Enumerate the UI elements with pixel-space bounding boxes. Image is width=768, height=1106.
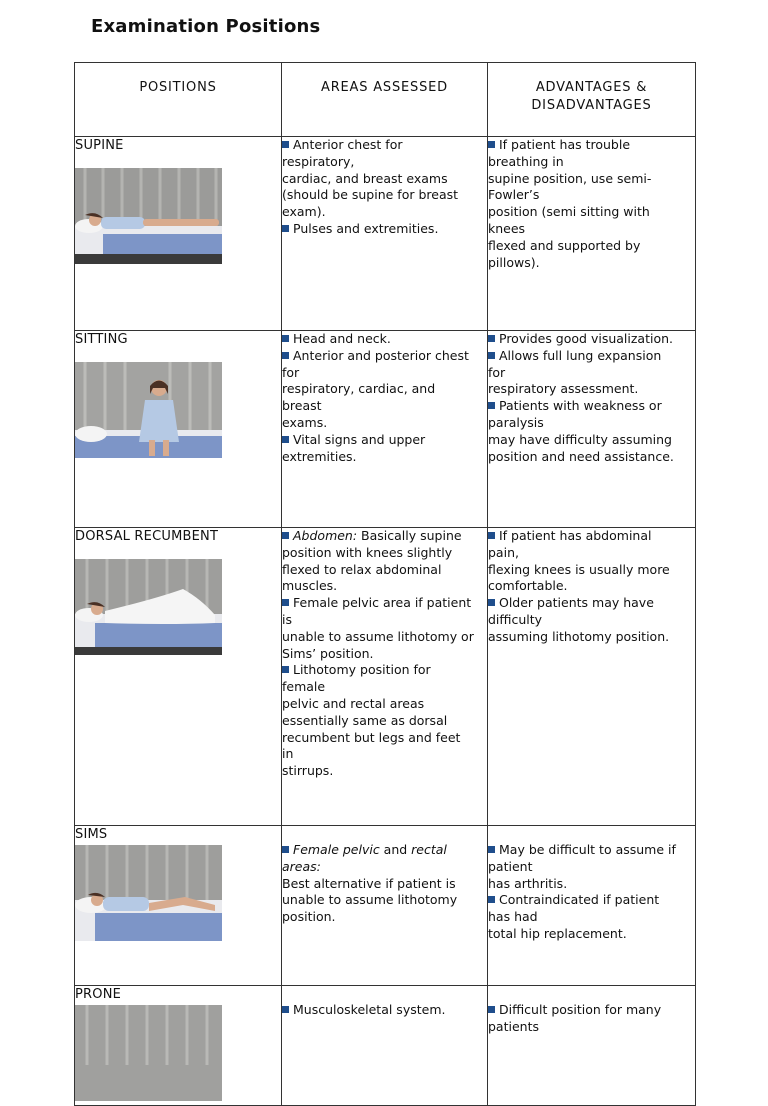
text-span: Anterior chest for (293, 137, 403, 152)
patient-supine-photo (75, 168, 222, 264)
text-span: Female pelvic (293, 842, 380, 857)
cell-text-line (282, 679, 487, 696)
cell-text-line (488, 204, 695, 221)
cell-text-line (488, 187, 695, 204)
advantages-text (488, 331, 695, 465)
header-positions-label: POSITIONS (139, 80, 217, 95)
position-cell (75, 137, 282, 331)
text-span: breathing in (488, 153, 564, 169)
cell-text-line (488, 432, 695, 449)
cell-text-line (488, 545, 695, 562)
text-span: unable to assume lithotomy or (282, 628, 474, 644)
text-span: comfortable. (488, 578, 568, 594)
text-span: Provides good visualization. (499, 331, 673, 346)
text-span: Patients with weakness or (499, 398, 662, 414)
text-span: female (282, 679, 326, 695)
cell-text-line (282, 629, 487, 646)
cell-text-line (282, 646, 487, 663)
cell-text-line (282, 1002, 487, 1019)
text-span: supine position, use semi- (488, 170, 652, 186)
advantages-cell (488, 986, 696, 1106)
text-span: Anterior and posterior chest (293, 347, 469, 363)
cell-text-line (488, 449, 695, 466)
patient-prone-photo (75, 1005, 222, 1101)
position-name: SUPINE (75, 138, 124, 153)
cell-text-line (282, 696, 487, 713)
text-span: knees (488, 220, 526, 236)
bullet-square-icon (488, 1006, 495, 1013)
text-span: Difficult position for many (499, 1002, 662, 1017)
text-span: Older patients may have (499, 595, 654, 611)
bullet-square-icon (488, 896, 495, 903)
text-span: in (282, 746, 294, 762)
cell-text-line (488, 1002, 695, 1019)
cell-text-line (282, 892, 487, 909)
text-span: If patient has abdominal (499, 528, 652, 543)
text-span: essentially same as dorsal (282, 712, 448, 728)
cell-text-line (488, 415, 695, 432)
bullet-square-icon (282, 1006, 289, 1013)
bullet-square-icon (488, 532, 495, 539)
text-span: paralysis (488, 414, 544, 430)
advantages-text (488, 842, 695, 943)
cell-text-line (488, 154, 695, 171)
bullet-square-icon (282, 225, 289, 232)
text-span: Allows full lung expansion (499, 347, 662, 363)
bullet-square-icon (282, 666, 289, 673)
cell-text-line (282, 204, 487, 221)
cell-text-line (488, 365, 695, 382)
text-span: may have difficulty assuming (488, 431, 672, 447)
areas-text (282, 842, 487, 926)
cell-text-line (488, 381, 695, 398)
table-row (75, 137, 696, 331)
text-span: rectal (411, 842, 447, 857)
text-span: Female pelvic area if patient (293, 595, 472, 611)
areas-cell (282, 528, 488, 826)
positions-table (74, 62, 696, 1106)
bullet-square-icon (282, 141, 289, 148)
areas-cell (282, 137, 488, 331)
table-row (75, 331, 696, 528)
text-span: recumbent but legs and feet (282, 729, 461, 745)
text-span: for (488, 364, 506, 380)
cell-text-line (282, 859, 487, 876)
areas-text (282, 1002, 487, 1019)
position-cell (75, 528, 282, 826)
table-row (75, 528, 696, 826)
text-span: muscles. (282, 578, 338, 594)
cell-text-line (488, 398, 695, 415)
cell-text-line (488, 842, 695, 859)
bullet-square-icon (488, 846, 495, 853)
text-span: Sims’ position. (282, 645, 374, 661)
cell-text-line (488, 137, 695, 154)
cell-text-line (282, 909, 487, 926)
text-span: has had (488, 909, 538, 925)
table-row (75, 986, 696, 1106)
areas-text (282, 137, 487, 238)
text-span: unable to assume lithotomy (282, 892, 458, 908)
text-span: Musculoskeletal system. (293, 1002, 446, 1017)
areas-cell (282, 986, 488, 1106)
advantages-text (488, 528, 695, 646)
cell-text-line (488, 238, 695, 255)
bullet-square-icon (488, 352, 495, 359)
header-positions (75, 63, 282, 137)
advantages-cell (488, 826, 696, 986)
header-row (75, 63, 696, 137)
cell-text-line (282, 137, 487, 154)
text-span: areas: (282, 858, 321, 874)
position-name: SITTING (75, 332, 128, 347)
advantages-text (488, 1002, 695, 1036)
text-span: stirrups. (282, 763, 334, 779)
cell-text-line (282, 842, 487, 859)
text-span: cardiac, and breast exams (282, 170, 448, 186)
bullet-square-icon (282, 436, 289, 443)
bullet-square-icon (282, 352, 289, 359)
cell-text-line (282, 612, 487, 629)
text-span: Fowler’s (488, 187, 540, 203)
cell-text-line (282, 595, 487, 612)
cell-text-line (282, 432, 487, 449)
text-span: respiratory, cardiac, and (282, 381, 436, 397)
cell-text-line (282, 154, 487, 171)
position-name: SIMS (75, 827, 108, 842)
cell-text-line (282, 187, 487, 204)
cell-text-line (488, 892, 695, 909)
patient-sims-photo (75, 845, 222, 941)
cell-text-line (282, 562, 487, 579)
text-span: for (282, 364, 300, 380)
cell-text-line (488, 876, 695, 893)
cell-text-line (488, 221, 695, 238)
text-span: position. (282, 909, 336, 925)
header-advantages-label: ADVANTAGES & DISADVANTAGES (531, 80, 652, 113)
text-span: assuming lithotomy position. (488, 628, 670, 644)
text-span: respiratory, (282, 153, 355, 169)
position-cell (75, 331, 282, 528)
cell-text-line (282, 365, 487, 382)
cell-text-line (488, 562, 695, 579)
cell-text-line (282, 713, 487, 730)
cell-text-line (488, 1019, 695, 1036)
cell-text-line (282, 876, 487, 893)
text-span: difficulty (488, 611, 543, 627)
text-span: Best alternative if patient is (282, 875, 456, 891)
cell-text-line (488, 595, 695, 612)
text-span: May be difficult to assume if (499, 842, 676, 857)
cell-text-line (282, 763, 487, 780)
text-span: patients (488, 1018, 539, 1034)
cell-text-line (282, 528, 487, 545)
text-span: Abdomen: (293, 528, 358, 543)
header-areas-label: AREAS ASSESSED (321, 80, 448, 95)
advantages-cell (488, 331, 696, 528)
text-span: respiratory assessment. (488, 381, 639, 397)
cell-text-line (282, 662, 487, 679)
header-advantages (488, 63, 696, 137)
text-span: exam). (282, 204, 326, 220)
bullet-square-icon (282, 532, 289, 539)
cell-text-line (488, 255, 695, 272)
cell-text-line (282, 398, 487, 415)
text-span: total hip replacement. (488, 925, 627, 941)
text-span: flexed and supported by (488, 237, 641, 253)
text-span: Contraindicated if patient (499, 892, 660, 908)
text-span: Lithotomy position for (293, 662, 431, 678)
areas-cell (282, 331, 488, 528)
cell-text-line (488, 348, 695, 365)
cell-text-line (282, 221, 487, 238)
text-span: If patient has trouble (499, 137, 631, 152)
cell-text-line (488, 528, 695, 545)
advantages-cell (488, 528, 696, 826)
cell-text-line (282, 415, 487, 432)
advantages-text (488, 137, 695, 271)
page-title: Examination Positions (91, 16, 321, 37)
cell-text-line (488, 909, 695, 926)
areas-text (282, 331, 487, 465)
text-span: Vital signs and upper (293, 431, 426, 447)
bullet-square-icon (282, 846, 289, 853)
bullet-square-icon (488, 335, 495, 342)
cell-text-line (282, 545, 487, 562)
header-areas (282, 63, 488, 137)
text-span: pillows). (488, 254, 540, 270)
bullet-square-icon (282, 599, 289, 606)
position-name: DORSAL RECUMBENT (75, 529, 219, 544)
text-span: Basically supine (357, 528, 462, 543)
text-span: extremities. (282, 448, 357, 464)
cell-text-line (488, 629, 695, 646)
bullet-square-icon (488, 402, 495, 409)
table-row (75, 826, 696, 986)
text-span: flexing knees is usually more (488, 561, 670, 577)
position-name: PRONE (75, 987, 122, 1002)
areas-text (282, 528, 487, 780)
bullet-square-icon (488, 599, 495, 606)
cell-text-line (488, 331, 695, 348)
bullet-square-icon (282, 335, 289, 342)
text-span: flexed to relax abdominal (282, 561, 442, 577)
bullet-square-icon (488, 141, 495, 148)
text-span: position and need assistance. (488, 448, 674, 464)
text-span: is (282, 611, 292, 627)
cell-text-line (488, 171, 695, 188)
areas-cell (282, 826, 488, 986)
position-cell (75, 826, 282, 986)
text-span: patient (488, 858, 533, 874)
cell-text-line (282, 746, 487, 763)
cell-text-line (488, 859, 695, 876)
text-span: (should be supine for breast (282, 187, 459, 203)
cell-text-line (282, 348, 487, 365)
patient-sitting-photo (75, 362, 222, 458)
text-span: exams. (282, 414, 328, 430)
cell-text-line (488, 612, 695, 629)
text-span: position with knees slightly (282, 544, 453, 560)
cell-text-line (488, 578, 695, 595)
text-span: breast (282, 398, 322, 414)
cell-text-line (282, 730, 487, 747)
text-span: pain, (488, 544, 519, 560)
advantages-cell (488, 137, 696, 331)
text-span: Head and neck. (293, 331, 391, 346)
position-cell (75, 986, 282, 1106)
text-span: pelvic and rectal areas (282, 695, 425, 711)
cell-text-line (282, 171, 487, 188)
text-span: has arthritis. (488, 875, 568, 891)
text-span: and (379, 842, 412, 857)
cell-text-line (488, 926, 695, 943)
cell-text-line (282, 381, 487, 398)
cell-text-line (282, 331, 487, 348)
patient-dorsal-recumbent-photo (75, 559, 222, 655)
text-span: position (semi sitting with (488, 204, 650, 220)
cell-text-line (282, 449, 487, 466)
text-span: Pulses and extremities. (293, 220, 439, 236)
cell-text-line (282, 578, 487, 595)
